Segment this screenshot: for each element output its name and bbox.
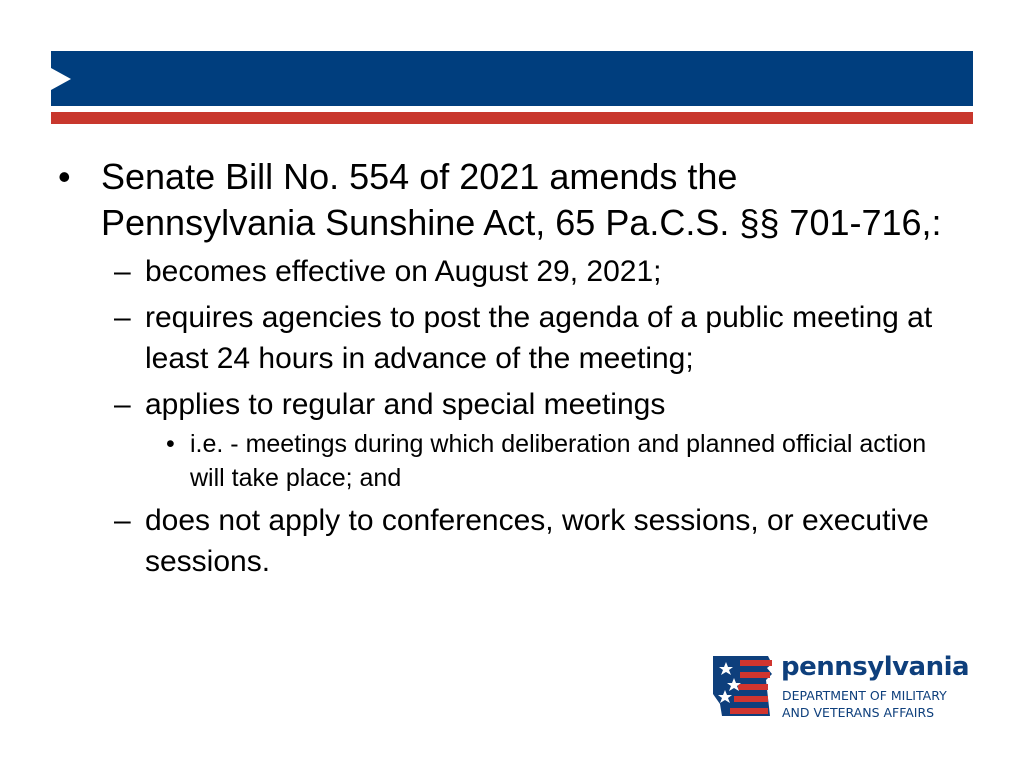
dash-marker: –	[114, 301, 131, 334]
sub-bullet-text: applies to regular and special meetings	[145, 388, 666, 421]
logo-subtitle-line-2: AND VETERANS AFFAIRS	[782, 705, 935, 720]
sub-bullet	[56, 500, 956, 582]
dmva-logo	[710, 654, 972, 720]
sub-bullet	[56, 251, 956, 292]
logo-wordmark: pennsylvania	[781, 652, 970, 682]
sub-bullet	[56, 384, 956, 425]
logo-subtitle-line-1: DEPARTMENT OF MILITARY	[782, 688, 947, 703]
dash-marker: –	[114, 388, 131, 421]
bullet-marker: •	[58, 156, 71, 197]
sub-bullet-text: does not apply to conferences, work sessions, or executive sessions.	[145, 504, 929, 578]
sub-bullet-text: becomes effective on August 29, 2021;	[145, 255, 662, 288]
sub-sub-bullet	[56, 427, 956, 495]
header-banner	[51, 51, 973, 106]
sub-bullet	[56, 297, 956, 379]
main-bullet	[56, 154, 956, 246]
bullet-marker: •	[166, 430, 175, 458]
main-bullet-text: Senate Bill No. 554 of 2021 amends the Pennsylvania Sunshine Act, 65 Pa.C.S. §§ 701-716,:	[101, 156, 942, 243]
dash-marker: –	[114, 255, 131, 288]
sub-bullet-text: requires agencies to post the agenda of a public meeting at least 24 hours in advance of the meeting;	[145, 301, 933, 375]
slide-body	[56, 154, 956, 582]
sub-sub-bullet-text: i.e. - meetings during which deliberation and planned official action will take place; and	[190, 430, 927, 492]
dash-marker: –	[114, 504, 131, 537]
pennsylvania-flag-keystone-icon	[710, 654, 774, 718]
header-arrow-icon	[51, 68, 71, 90]
header-accent-stripe	[51, 112, 973, 124]
